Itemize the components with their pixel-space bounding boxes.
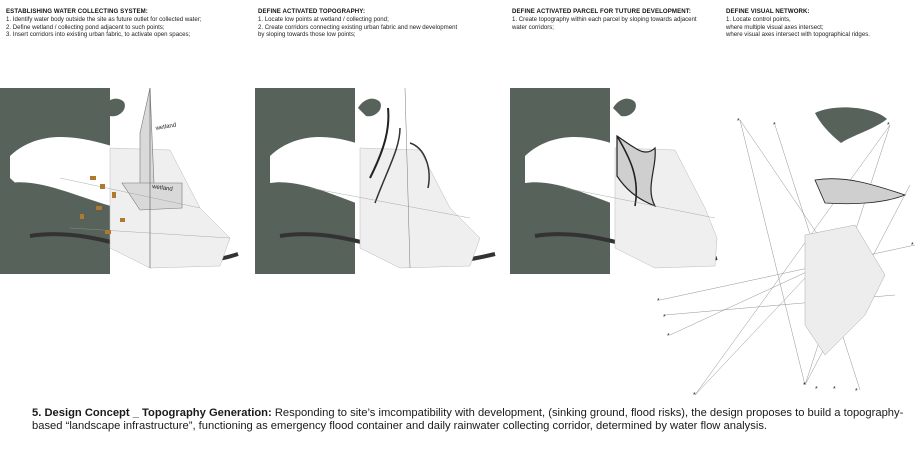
urban-fabric (360, 148, 480, 268)
step3-text (512, 8, 712, 31)
svg-text:*: * (815, 386, 818, 393)
svg-text:*: * (803, 382, 806, 389)
step2-text (258, 8, 458, 39)
step4-line: where visual axes intersect with topographical ridges. (726, 31, 870, 39)
control-points (657, 118, 914, 399)
svg-text:*: * (693, 392, 696, 399)
step4-line: where multiple visual axes intersect; (726, 23, 824, 31)
island (815, 107, 887, 143)
svg-text:*: * (657, 298, 660, 305)
map-panel-topography (250, 88, 500, 278)
svg-text:*: * (855, 388, 858, 395)
svg-text:*: * (773, 122, 776, 129)
svg-text:*: * (737, 118, 740, 125)
visual-axes (660, 120, 915, 395)
step4-heading: DEFINE VISUAL NETWORK: (726, 8, 810, 15)
step2-line: 1. Locate low points at wetland / collecting pond; (258, 16, 389, 24)
step4-text (726, 8, 906, 39)
step2-line: 2. Create corridors connecting existing urban fabric and new development by sloping towards those low points; (258, 23, 458, 39)
step4-line: 1. Locate control points, (726, 16, 791, 24)
step1-line: 1. Identify water body outside the site as future outlet for collected water; (6, 16, 202, 24)
island (358, 99, 381, 117)
svg-text:*: * (887, 122, 890, 129)
step1-line: 2. Define wetland / collecting pond adjacent to such points; (6, 23, 165, 31)
svg-text:*: * (663, 314, 666, 321)
figure-caption (32, 407, 904, 434)
svg-text:*: * (667, 333, 670, 340)
svg-text:*: * (911, 242, 914, 249)
step3-heading: DEFINE ACTIVATED PARCEL FOR TUTURE DEVELOPMENT: (512, 8, 692, 15)
step1-heading: ESTABLISHING WATER COLLECTING SYSTEM: (6, 8, 148, 15)
step3-line: 1. Create topography within each parcel by sloping towards adjacent water corridors; (512, 16, 697, 31)
map-panel-visual-network (655, 95, 920, 407)
step1-line: 3. Insert corridors into existing urban fabric, to activate open spaces; (6, 31, 191, 39)
step1-text (6, 8, 236, 39)
step2-heading: DEFINE ACTIVATED TOPOGRAPHY: (258, 8, 366, 15)
urban-fabric (805, 225, 885, 355)
map-label-wetland: wetland (155, 122, 177, 132)
map-panel-water-system (0, 88, 240, 278)
topography-ridge (815, 179, 905, 204)
island (613, 99, 636, 117)
svg-text:*: * (833, 386, 836, 393)
map-label-wetland: wetland (151, 184, 174, 193)
caption-body: Responding to site’s imcompatibility with development, (sinking ground, flood risks), the design proposes to build a topography-based “landscape infrastructure”, functioning as emergency flood container and daily rainwater collecting corridor, determined by water flow analysis. (32, 407, 904, 433)
caption-title: 5. Design Concept _ Topography Generation: (32, 407, 272, 419)
